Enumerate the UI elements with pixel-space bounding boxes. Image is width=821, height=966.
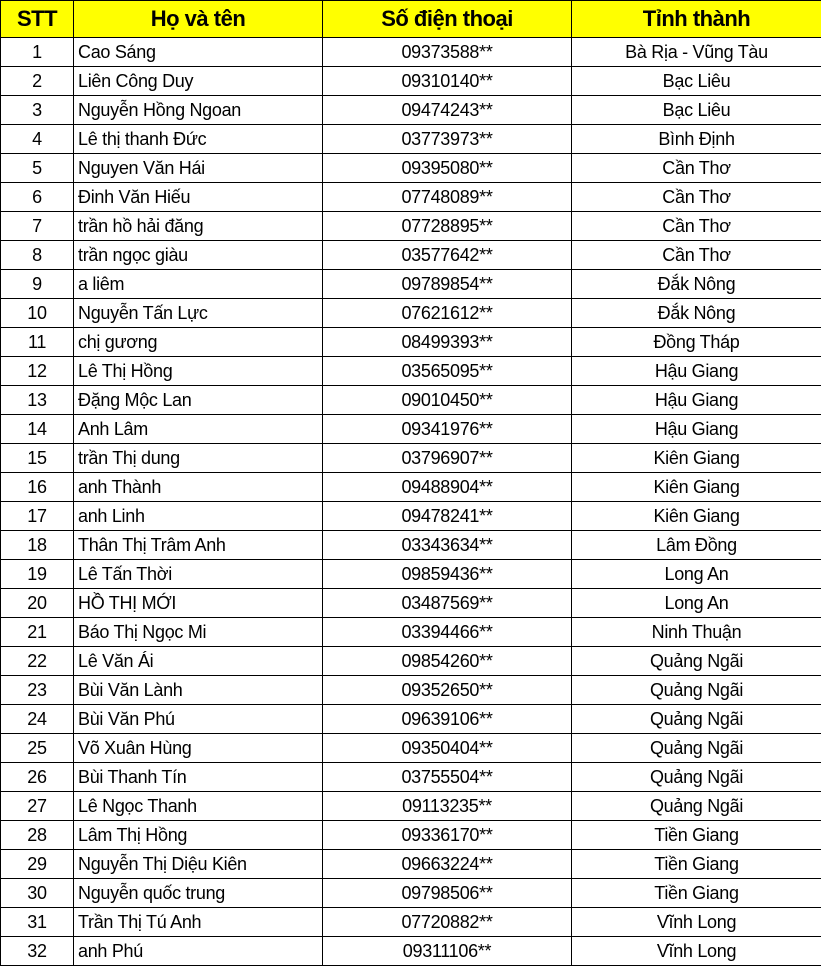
cell-stt[interactable]: 28 bbox=[1, 821, 74, 850]
cell-stt[interactable]: 31 bbox=[1, 908, 74, 937]
cell-name[interactable]: Lê Ngọc Thanh bbox=[74, 792, 323, 821]
cell-stt[interactable]: 9 bbox=[1, 270, 74, 299]
cell-name[interactable]: Bùi Văn Phú bbox=[74, 705, 323, 734]
cell-stt[interactable]: 19 bbox=[1, 560, 74, 589]
cell-province[interactable]: Quảng Ngãi bbox=[572, 763, 821, 792]
cell-name[interactable]: trần ngọc giàu bbox=[74, 241, 323, 270]
cell-phone[interactable]: 09373588** bbox=[323, 38, 572, 67]
cell-province[interactable]: Ninh Thuận bbox=[572, 618, 821, 647]
table-body bbox=[1, 38, 821, 966]
cell-name[interactable]: Cao Sáng bbox=[74, 38, 323, 67]
table-row bbox=[1, 850, 821, 879]
table-row bbox=[1, 328, 821, 357]
table-row bbox=[1, 502, 821, 531]
cell-stt[interactable]: 21 bbox=[1, 618, 74, 647]
cell-stt[interactable]: 16 bbox=[1, 473, 74, 502]
cell-stt[interactable]: 6 bbox=[1, 183, 74, 212]
table-row bbox=[1, 67, 821, 96]
cell-stt[interactable]: 12 bbox=[1, 357, 74, 386]
cell-province[interactable]: Kiên Giang bbox=[572, 444, 821, 473]
cell-stt[interactable]: 10 bbox=[1, 299, 74, 328]
cell-stt[interactable]: 30 bbox=[1, 879, 74, 908]
cell-province[interactable]: Bà Rịa - Vũng Tàu bbox=[572, 38, 821, 67]
table-row bbox=[1, 589, 821, 618]
cell-province[interactable]: Hậu Giang bbox=[572, 386, 821, 415]
header-name: Họ và tên bbox=[74, 1, 323, 38]
cell-phone[interactable]: 03394466** bbox=[323, 618, 572, 647]
cell-name[interactable]: trần Thị dung bbox=[74, 444, 323, 473]
cell-phone[interactable]: 09854260** bbox=[323, 647, 572, 676]
cell-phone[interactable]: 09311106** bbox=[323, 937, 572, 966]
cell-name[interactable]: trần hồ hải đăng bbox=[74, 212, 323, 241]
cell-phone[interactable]: 07720882** bbox=[323, 908, 572, 937]
cell-name[interactable]: Nguyễn Hồng Ngoan bbox=[74, 96, 323, 125]
cell-phone[interactable]: 07621612** bbox=[323, 299, 572, 328]
cell-name[interactable]: Nguyen Văn Hái bbox=[74, 154, 323, 183]
cell-name[interactable]: Võ Xuân Hùng bbox=[74, 734, 323, 763]
header-stt: STT bbox=[1, 1, 74, 38]
cell-name[interactable]: Lê Tấn Thời bbox=[74, 560, 323, 589]
cell-phone[interactable]: 03755504** bbox=[323, 763, 572, 792]
cell-name[interactable]: Nguyễn quốc trung bbox=[74, 879, 323, 908]
header-row bbox=[1, 1, 821, 38]
header-phone: Số điện thoại bbox=[323, 1, 572, 38]
table-row bbox=[1, 618, 821, 647]
cell-province[interactable]: Tiền Giang bbox=[572, 879, 821, 908]
cell-phone[interactable]: 09789854** bbox=[323, 270, 572, 299]
table-row bbox=[1, 763, 821, 792]
cell-province[interactable]: Quảng Ngãi bbox=[572, 734, 821, 763]
cell-province[interactable]: Quảng Ngãi bbox=[572, 647, 821, 676]
cell-phone[interactable]: 08499393** bbox=[323, 328, 572, 357]
cell-stt[interactable]: 17 bbox=[1, 502, 74, 531]
cell-name[interactable]: Lê thị thanh Đức bbox=[74, 125, 323, 154]
table-row bbox=[1, 386, 821, 415]
cell-stt[interactable]: 23 bbox=[1, 676, 74, 705]
cell-phone[interactable]: 09341976** bbox=[323, 415, 572, 444]
cell-phone[interactable]: 09639106** bbox=[323, 705, 572, 734]
table-row bbox=[1, 299, 821, 328]
cell-province[interactable]: Quảng Ngãi bbox=[572, 792, 821, 821]
cell-phone[interactable]: 09488904** bbox=[323, 473, 572, 502]
cell-province[interactable]: Lâm Đồng bbox=[572, 531, 821, 560]
cell-stt[interactable]: 22 bbox=[1, 647, 74, 676]
cell-stt[interactable]: 5 bbox=[1, 154, 74, 183]
table-row bbox=[1, 937, 821, 966]
cell-name[interactable]: Thân Thị Trâm Anh bbox=[74, 531, 323, 560]
table-row bbox=[1, 792, 821, 821]
table-row bbox=[1, 154, 821, 183]
cell-province[interactable]: Vĩnh Long bbox=[572, 937, 821, 966]
cell-province[interactable]: Hậu Giang bbox=[572, 415, 821, 444]
cell-province[interactable]: Kiên Giang bbox=[572, 473, 821, 502]
cell-phone[interactable]: 09798506** bbox=[323, 879, 572, 908]
cell-province[interactable]: Cần Thơ bbox=[572, 241, 821, 270]
cell-province[interactable]: Cần Thơ bbox=[572, 212, 821, 241]
cell-name[interactable]: anh Linh bbox=[74, 502, 323, 531]
cell-phone[interactable]: 09395080** bbox=[323, 154, 572, 183]
cell-stt[interactable]: 3 bbox=[1, 96, 74, 125]
cell-province[interactable]: Cần Thơ bbox=[572, 183, 821, 212]
cell-phone[interactable]: 03343634** bbox=[323, 531, 572, 560]
cell-name[interactable]: Lê Thị Hồng bbox=[74, 357, 323, 386]
table-row bbox=[1, 531, 821, 560]
cell-name[interactable]: Bùi Văn Lành bbox=[74, 676, 323, 705]
cell-name[interactable]: Anh Lâm bbox=[74, 415, 323, 444]
table-row bbox=[1, 212, 821, 241]
cell-phone[interactable]: 09474243** bbox=[323, 96, 572, 125]
cell-name[interactable]: Đinh Văn Hiếu bbox=[74, 183, 323, 212]
table-row bbox=[1, 38, 821, 67]
cell-name[interactable]: anh Phú bbox=[74, 937, 323, 966]
cell-phone[interactable]: 03773973** bbox=[323, 125, 572, 154]
cell-stt[interactable]: 18 bbox=[1, 531, 74, 560]
cell-phone[interactable]: 09010450** bbox=[323, 386, 572, 415]
cell-stt[interactable]: 25 bbox=[1, 734, 74, 763]
cell-province[interactable]: Bình Định bbox=[572, 125, 821, 154]
cell-province[interactable]: Cần Thơ bbox=[572, 154, 821, 183]
cell-phone[interactable]: 03796907** bbox=[323, 444, 572, 473]
cell-name[interactable]: Báo Thị Ngọc Mi bbox=[74, 618, 323, 647]
cell-province[interactable]: Bạc Liêu bbox=[572, 67, 821, 96]
cell-stt[interactable]: 1 bbox=[1, 38, 74, 67]
cell-name[interactable]: Liên Công Duy bbox=[74, 67, 323, 96]
table-row bbox=[1, 734, 821, 763]
cell-province[interactable]: Đắk Nông bbox=[572, 270, 821, 299]
table-row bbox=[1, 908, 821, 937]
table-row bbox=[1, 96, 821, 125]
table-row bbox=[1, 270, 821, 299]
cell-phone[interactable]: 07728895** bbox=[323, 212, 572, 241]
cell-name[interactable]: anh Thành bbox=[74, 473, 323, 502]
header-province: Tỉnh thành bbox=[572, 1, 821, 38]
cell-name[interactable]: Bùi Thanh Tín bbox=[74, 763, 323, 792]
cell-phone[interactable]: 09310140** bbox=[323, 67, 572, 96]
cell-stt[interactable]: 8 bbox=[1, 241, 74, 270]
table-row bbox=[1, 821, 821, 850]
cell-phone[interactable]: 07748089** bbox=[323, 183, 572, 212]
cell-province[interactable]: Bạc Liêu bbox=[572, 96, 821, 125]
cell-stt[interactable]: 24 bbox=[1, 705, 74, 734]
cell-name[interactable]: chị gương bbox=[74, 328, 323, 357]
cell-name[interactable]: Đặng Mộc Lan bbox=[74, 386, 323, 415]
cell-province[interactable]: Hậu Giang bbox=[572, 357, 821, 386]
cell-name[interactable]: HỒ THỊ MỚI bbox=[74, 589, 323, 618]
table-row bbox=[1, 415, 821, 444]
cell-stt[interactable]: 26 bbox=[1, 763, 74, 792]
cell-province[interactable]: Tiền Giang bbox=[572, 821, 821, 850]
cell-stt[interactable]: 29 bbox=[1, 850, 74, 879]
cell-phone[interactable]: 09352650** bbox=[323, 676, 572, 705]
table-row bbox=[1, 560, 821, 589]
cell-phone[interactable]: 03487569** bbox=[323, 589, 572, 618]
table-row bbox=[1, 125, 821, 154]
cell-province[interactable]: Kiên Giang bbox=[572, 502, 821, 531]
cell-province[interactable]: Vĩnh Long bbox=[572, 908, 821, 937]
cell-name[interactable]: Nguyễn Tấn Lực bbox=[74, 299, 323, 328]
cell-phone[interactable]: 09350404** bbox=[323, 734, 572, 763]
table-row bbox=[1, 705, 821, 734]
table-row bbox=[1, 473, 821, 502]
cell-phone[interactable]: 09859436** bbox=[323, 560, 572, 589]
cell-phone[interactable]: 03565095** bbox=[323, 357, 572, 386]
cell-stt[interactable]: 2 bbox=[1, 67, 74, 96]
cell-province[interactable]: Đồng Tháp bbox=[572, 328, 821, 357]
table-row bbox=[1, 647, 821, 676]
cell-name[interactable]: Nguyễn Thị Diệu Kiên bbox=[74, 850, 323, 879]
cell-stt[interactable]: 11 bbox=[1, 328, 74, 357]
cell-name[interactable]: Trần Thị Tú Anh bbox=[74, 908, 323, 937]
table-row bbox=[1, 444, 821, 473]
cell-province[interactable]: Quảng Ngãi bbox=[572, 705, 821, 734]
cell-stt[interactable]: 13 bbox=[1, 386, 74, 415]
cell-stt[interactable]: 27 bbox=[1, 792, 74, 821]
cell-name[interactable]: a liêm bbox=[74, 270, 323, 299]
cell-stt[interactable]: 32 bbox=[1, 937, 74, 966]
table-row bbox=[1, 879, 821, 908]
table-row bbox=[1, 676, 821, 705]
cell-stt[interactable]: 15 bbox=[1, 444, 74, 473]
table-row bbox=[1, 357, 821, 386]
cell-name[interactable]: Lâm Thị Hồng bbox=[74, 821, 323, 850]
table-row bbox=[1, 183, 821, 212]
cell-province[interactable]: Tiền Giang bbox=[572, 850, 821, 879]
cell-province[interactable]: Đắk Nông bbox=[572, 299, 821, 328]
cell-phone[interactable]: 09113235** bbox=[323, 792, 572, 821]
table-row bbox=[1, 241, 821, 270]
cell-name[interactable]: Lê Văn Ái bbox=[74, 647, 323, 676]
cell-phone[interactable]: 09336170** bbox=[323, 821, 572, 850]
cell-phone[interactable]: 03577642** bbox=[323, 241, 572, 270]
table-header bbox=[1, 1, 821, 38]
cell-province[interactable]: Long An bbox=[572, 589, 821, 618]
cell-phone[interactable]: 09478241** bbox=[323, 502, 572, 531]
cell-stt[interactable]: 20 bbox=[1, 589, 74, 618]
cell-province[interactable]: Long An bbox=[572, 560, 821, 589]
cell-stt[interactable]: 14 bbox=[1, 415, 74, 444]
cell-stt[interactable]: 4 bbox=[1, 125, 74, 154]
cell-phone[interactable]: 09663224** bbox=[323, 850, 572, 879]
cell-stt[interactable]: 7 bbox=[1, 212, 74, 241]
cell-province[interactable]: Quảng Ngãi bbox=[572, 676, 821, 705]
